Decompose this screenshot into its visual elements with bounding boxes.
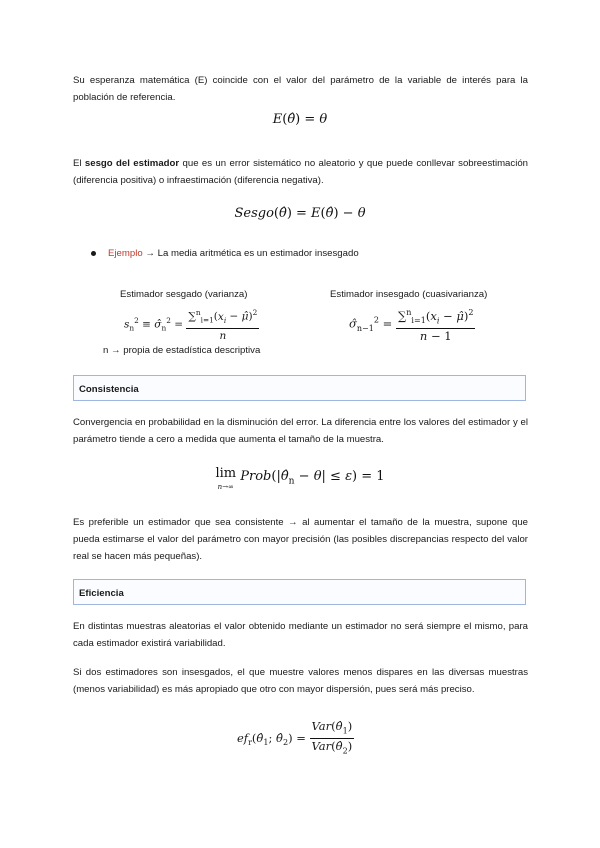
- example-text: La media aritmética es un estimador insesgado: [157, 248, 359, 259]
- example-arrow: →: [145, 248, 155, 259]
- unbiased-estimator-caption: Estimador insesgado (cuasivarianza): [330, 289, 488, 300]
- biased-estimator-caption: Estimador sesgado (varianza): [120, 289, 248, 300]
- consistency-section-title: Consistencia: [79, 384, 139, 395]
- bullet-icon: [91, 251, 96, 256]
- bias-rest: que es un error sistemático no aleatorio y que puede conllevar sobreestimación (diferencia positiva) o infraestimación (diferencia negativa).: [73, 158, 528, 186]
- example-label: Ejemplo: [108, 248, 143, 259]
- bias-paragraph: [73, 155, 528, 189]
- bias-lead: El: [73, 158, 82, 169]
- efficiency-paragraph-2: Si dos estimadores son insesgados, el que muestre valores menos dispares en las diversas muestras (menos variabilidad) es más apropiado que otro con mayor dispersión, pues será más preciso.: [73, 667, 528, 695]
- consistency-equation: lim n→∞ $Prob(|\thetâ_n - \theta| \le \varepsilon) = 1$: [215, 466, 385, 491]
- consistency-section-header: [73, 375, 526, 401]
- consistency-paragraph-1: Convergencia en probabilidad en la disminución del error. La diferencia entre los valores del estimador y el parámetro tiende a cero a medida que aumenta el tamaño de la muestra.: [73, 417, 528, 445]
- efficiency-section-title: Eficiencia: [79, 588, 124, 599]
- consistency-paragraph-2: Es preferible un estimador que sea consistente → al aumentar el tamaño de la muestra, supone que pueda estimarse el valor del parámetro con mayor precisión (las posibles discrepancias respecto del valor real se hacen más pequeñas).: [73, 517, 528, 562]
- variance-formula: $s_n^2$ ≡ $\sigmâ_n^2$ = $\frac{\sum^n_{i=1}(x_i - \mû)^2}{n}$: [124, 305, 259, 344]
- intro-paragraph: Su esperanza matemática (E) coincide con el valor del parámetro de la variable de interés para la población de referencia.: [73, 75, 528, 103]
- bias-equation: Sesgo(θ̂) = E(θ̂) − θ: [234, 206, 366, 221]
- quasivariance-formula: $\sigmâ_{n-1}^2$ = $\frac{\sum^n_{i=1}(x_i - \mû)^2}{n - 1}$: [349, 305, 475, 344]
- efficiency-equation: $ef_r(\thetâ_1$; $\thetâ_2$) = $\frac{Var(\thetâ_1)}{Var(\thetâ_2)}$: [237, 719, 353, 756]
- bias-term: sesgo del estimador: [84, 158, 180, 169]
- efficiency-paragraph-1: En distintas muestras aleatorias el valor obtenido mediante un estimador no será siempre el mismo, para cada estimador existirá variabilidad.: [73, 621, 528, 649]
- expectation-equation: E(θ̂) = θ: [272, 112, 328, 127]
- example-line: [108, 245, 359, 262]
- estimator-note: n → propia de estadística descriptiva: [103, 345, 261, 356]
- efficiency-section-header: [73, 579, 526, 605]
